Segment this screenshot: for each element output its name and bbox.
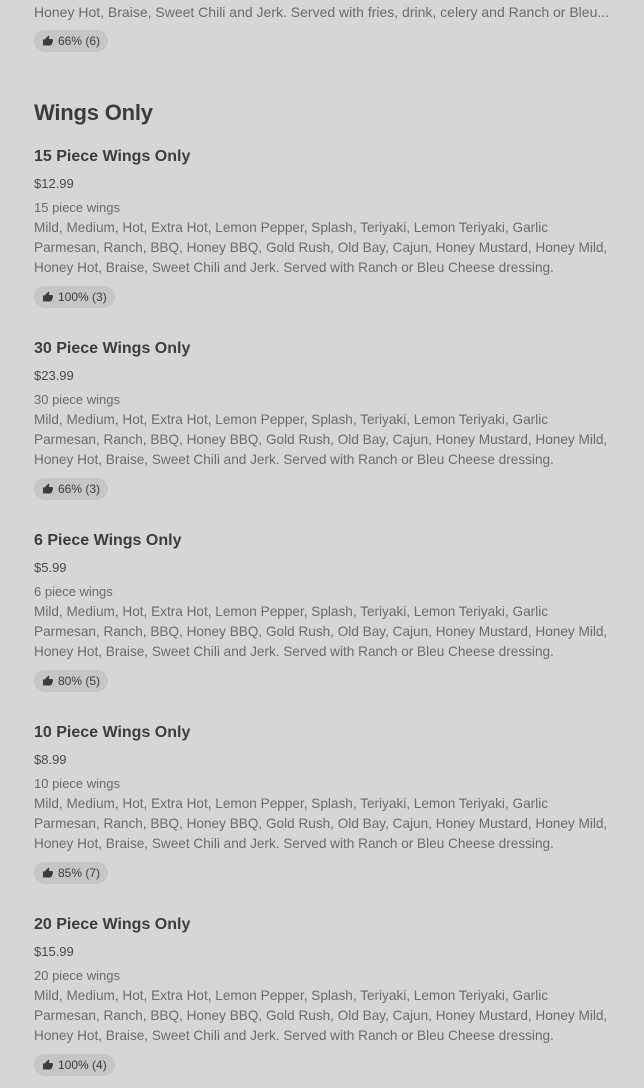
- menu-item[interactable]: [34, 914, 614, 1088]
- thumbs-up-icon: [42, 675, 54, 687]
- item-name: 6 Piece Wings Only: [34, 532, 182, 549]
- item-description: Mild, Medium, Hot, Extra Hot, Lemon Pepper, Splash, Teriyaki, Lemon Teriyaki, Garlic Parmesan, Ranch, BBQ, Honey BBQ, Gold Rush, Old Bay, Cajun, Honey Mustard, Honey Mild, Honey Hot, Braise, Sweet Chili and Jerk. Served with Ranch or Bleu Cheese dressing.: [34, 412, 608, 467]
- thumbs-up-icon: [42, 35, 54, 47]
- item-price: $5.99: [34, 560, 67, 575]
- rating-text: 66% (3): [58, 482, 101, 496]
- item-price: $15.99: [34, 944, 74, 959]
- rating-badge: [34, 30, 108, 52]
- item-name: 15 Piece Wings Only: [34, 148, 191, 165]
- rating-text: 80% (5): [58, 674, 101, 688]
- previous-menu-item[interactable]: [34, 0, 610, 52]
- rating-badge: [34, 670, 108, 692]
- item-subtitle: 20 piece wings: [34, 968, 120, 983]
- item-description: Honey Hot, Braise, Sweet Chili and Jerk. Served with fries, drink, celery and Ranch or Bleu...: [34, 4, 610, 20]
- rating-text: 85% (7): [58, 866, 101, 880]
- item-description: Mild, Medium, Hot, Extra Hot, Lemon Pepper, Splash, Teriyaki, Lemon Teriyaki, Garlic Parmesan, Ranch, BBQ, Honey BBQ, Gold Rush, Old Bay, Cajun, Honey Mustard, Honey Mild, Honey Hot, Braise, Sweet Chili and Jerk. Served with Ranch or Bleu Cheese dressing.: [34, 988, 608, 1043]
- thumbs-up-icon: [42, 867, 54, 879]
- item-description: Mild, Medium, Hot, Extra Hot, Lemon Pepper, Splash, Teriyaki, Lemon Teriyaki, Garlic Parmesan, Ranch, BBQ, Honey BBQ, Gold Rush, Old Bay, Cajun, Honey Mustard, Honey Mild, Honey Hot, Braise, Sweet Chili and Jerk. Served with Ranch or Bleu Cheese dressing.: [34, 796, 608, 851]
- item-subtitle: 15 piece wings: [34, 200, 120, 215]
- item-description: Mild, Medium, Hot, Extra Hot, Lemon Pepper, Splash, Teriyaki, Lemon Teriyaki, Garlic Parmesan, Ranch, BBQ, Honey BBQ, Gold Rush, Old Bay, Cajun, Honey Mustard, Honey Mild, Honey Hot, Braise, Sweet Chili and Jerk. Served with Ranch or Bleu Cheese dressing.: [34, 604, 608, 659]
- item-name: 10 Piece Wings Only: [34, 724, 191, 741]
- menu-items-list: [34, 146, 614, 1088]
- thumbs-up-icon: [42, 291, 54, 303]
- item-price: $12.99: [34, 176, 74, 191]
- item-price: $23.99: [34, 368, 74, 383]
- item-subtitle: 6 piece wings: [34, 584, 113, 599]
- rating-text: 66% (6): [58, 34, 101, 48]
- item-price: $8.99: [34, 752, 67, 767]
- item-description: Mild, Medium, Hot, Extra Hot, Lemon Pepper, Splash, Teriyaki, Lemon Teriyaki, Garlic Parmesan, Ranch, BBQ, Honey BBQ, Gold Rush, Old Bay, Cajun, Honey Mustard, Honey Mild, Honey Hot, Braise, Sweet Chili and Jerk. Served with Ranch or Bleu Cheese dressing.: [34, 220, 608, 275]
- menu-item[interactable]: [34, 722, 614, 914]
- item-name: 30 Piece Wings Only: [34, 340, 191, 357]
- menu-item[interactable]: [34, 338, 614, 530]
- rating-badge: [34, 862, 108, 884]
- item-subtitle: 10 piece wings: [34, 776, 120, 791]
- item-name: 20 Piece Wings Only: [34, 916, 191, 933]
- thumbs-up-icon: [42, 483, 54, 495]
- menu-item[interactable]: [34, 146, 614, 338]
- item-subtitle: 30 piece wings: [34, 392, 120, 407]
- section-title: Wings Only: [34, 100, 153, 125]
- rating-text: 100% (3): [58, 290, 107, 304]
- rating-badge: [34, 1054, 115, 1076]
- thumbs-up-icon: [42, 1059, 54, 1071]
- rating-text: 100% (4): [58, 1058, 107, 1072]
- rating-badge: [34, 286, 115, 308]
- rating-badge: [34, 478, 108, 500]
- menu-item[interactable]: [34, 530, 614, 722]
